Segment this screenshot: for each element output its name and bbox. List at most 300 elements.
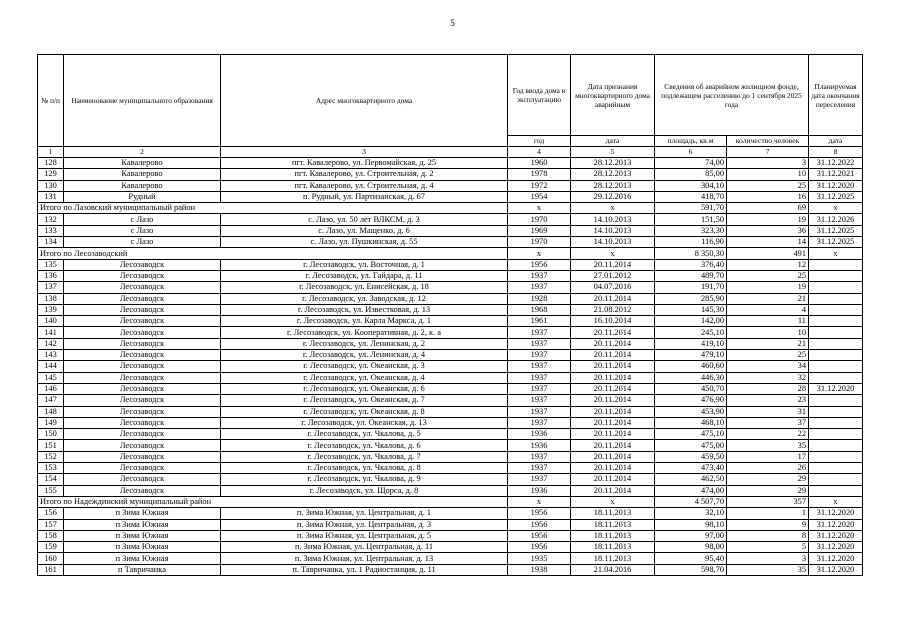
- year-cell: 1937: [508, 372, 571, 383]
- date-cell: 21.04.2016: [571, 564, 655, 575]
- date-cell: 20.11.2014: [571, 361, 655, 372]
- table-row: [38, 350, 863, 361]
- table-row: [38, 225, 863, 236]
- address-cell: пгт. Кавалерово, ул. Строительная, д. 2: [221, 169, 508, 180]
- unit-area: площадь, кв.м: [655, 136, 727, 147]
- date-cell: 20.11.2014: [571, 406, 655, 417]
- area-cell: 151,50: [655, 214, 727, 225]
- date-cell: 20.11.2014: [571, 350, 655, 361]
- header-municipality: Наименование муниципального образования: [64, 55, 221, 147]
- people-cell: 3: [727, 158, 809, 169]
- end-date-cell: 31.12.2025: [809, 237, 863, 248]
- table-row: [38, 338, 863, 349]
- row-number-cell: 160: [38, 553, 64, 564]
- table-row: [38, 451, 863, 462]
- people-cell: 19: [727, 214, 809, 225]
- people-cell: 3: [727, 553, 809, 564]
- table-row: [38, 406, 863, 417]
- row-number-cell: 131: [38, 191, 64, 202]
- address-cell: п. Зима Южная, ул. Центральная, д. 11: [221, 542, 508, 553]
- table-row: [38, 214, 863, 225]
- area-cell: 191,70: [655, 282, 727, 293]
- resettlement-table: [37, 54, 863, 576]
- end-date-cell: 31.12.2020: [809, 564, 863, 575]
- area-cell: 418,70: [655, 191, 727, 202]
- end-date-cell: [809, 417, 863, 428]
- year-cell: 1961: [508, 316, 571, 327]
- date-cell: 20.11.2014: [571, 485, 655, 496]
- table-row: [38, 508, 863, 519]
- row-number-cell: 133: [38, 225, 64, 236]
- end-date-cell: [809, 395, 863, 406]
- table-row: [38, 180, 863, 191]
- end-date-cell: x: [809, 496, 863, 507]
- date-cell: 20.11.2014: [571, 338, 655, 349]
- area-cell: 475,00: [655, 440, 727, 451]
- date-cell: 20.11.2014: [571, 417, 655, 428]
- year-cell: 1937: [508, 451, 571, 462]
- col-number: 3: [221, 147, 508, 158]
- end-date-cell: [809, 361, 863, 372]
- header-year: Год ввода дома в эксплуатацию: [508, 55, 571, 136]
- year-cell: 1937: [508, 417, 571, 428]
- municipality-cell: Лесозаводск: [64, 474, 221, 485]
- row-number-cell: 148: [38, 406, 64, 417]
- row-number-cell: 155: [38, 485, 64, 496]
- date-cell: 28.12.2013: [571, 180, 655, 191]
- row-number-cell: 142: [38, 338, 64, 349]
- area-cell: 145,30: [655, 304, 727, 315]
- area-cell: 446,30: [655, 372, 727, 383]
- people-cell: 35: [727, 440, 809, 451]
- total-label: Итого по Лазовский муниципальный район: [38, 203, 508, 214]
- address-cell: п. Зима Южная, ул. Центральная, д. 5: [221, 530, 508, 541]
- end-date-cell: 31.12.2025: [809, 225, 863, 236]
- end-date-cell: [809, 372, 863, 383]
- table-row: [38, 158, 863, 169]
- table-row: [38, 429, 863, 440]
- people-cell: 19: [727, 282, 809, 293]
- address-cell: г. Лесозаводск, ул. Заводская, д. 12: [221, 293, 508, 304]
- area-cell: 85,00: [655, 169, 727, 180]
- row-number-cell: 144: [38, 361, 64, 372]
- people-cell: 8: [727, 530, 809, 541]
- municipality-cell: Лесозаводск: [64, 440, 221, 451]
- year-cell: 1956: [508, 519, 571, 530]
- area-cell: 453,90: [655, 406, 727, 417]
- table-row: [38, 361, 863, 372]
- row-number-cell: 145: [38, 372, 64, 383]
- date-cell: 27.01.2012: [571, 270, 655, 281]
- municipality-cell: Лесозаводск: [64, 463, 221, 474]
- date-cell: 20.11.2014: [571, 372, 655, 383]
- area-cell: 97,00: [655, 530, 727, 541]
- date-cell: 20.11.2014: [571, 383, 655, 394]
- municipality-cell: п Зима Южная: [64, 553, 221, 564]
- date-cell: x: [571, 248, 655, 259]
- end-date-cell: [809, 282, 863, 293]
- table-row: [38, 440, 863, 451]
- row-number-cell: 158: [38, 530, 64, 541]
- unit-date: дата: [571, 136, 655, 147]
- table-row: [38, 553, 863, 564]
- area-cell: 450,70: [655, 383, 727, 394]
- year-cell: 1938: [508, 564, 571, 575]
- address-cell: г. Лесозаводск, ул. Океанская, д. 6: [221, 383, 508, 394]
- municipality-cell: Лесозаводск: [64, 350, 221, 361]
- address-cell: г. Лесозаводск, ул. Океанская, д. 7: [221, 395, 508, 406]
- row-number-cell: 128: [38, 158, 64, 169]
- municipality-cell: Кавалерово: [64, 169, 221, 180]
- people-cell: 357: [727, 496, 809, 507]
- table-row: [38, 191, 863, 202]
- area-cell: 142,00: [655, 316, 727, 327]
- year-cell: 1936: [508, 429, 571, 440]
- area-cell: 285,90: [655, 293, 727, 304]
- end-date-cell: x: [809, 203, 863, 214]
- area-cell: 489,70: [655, 270, 727, 281]
- municipality-cell: Лесозаводск: [64, 338, 221, 349]
- area-cell: 32,10: [655, 508, 727, 519]
- area-cell: 8 350,30: [655, 248, 727, 259]
- area-cell: 473,40: [655, 463, 727, 474]
- year-cell: 1937: [508, 474, 571, 485]
- date-cell: 29.12.2016: [571, 191, 655, 202]
- date-cell: 18.11.2013: [571, 508, 655, 519]
- end-date-cell: 31.12.2020: [809, 530, 863, 541]
- date-cell: 04.07.2016: [571, 282, 655, 293]
- address-cell: п. Зима Южная, ул. Центральная, д. 1: [221, 508, 508, 519]
- col-number: 8: [809, 147, 863, 158]
- year-cell: 1937: [508, 350, 571, 361]
- address-cell: п. Зима Южная, ул. Центральная, д. 3: [221, 519, 508, 530]
- address-cell: г. Лесозаводск, ул. Чкалова, д. 6: [221, 440, 508, 451]
- row-number-cell: 146: [38, 383, 64, 394]
- end-date-cell: 31.12.2020: [809, 519, 863, 530]
- date-cell: 14.10.2013: [571, 214, 655, 225]
- area-cell: 468,10: [655, 417, 727, 428]
- address-cell: пгт. Кавалерово, ул. Первомайская, д. 25: [221, 158, 508, 169]
- table-row: [38, 270, 863, 281]
- municipality-cell: п Тавричанка: [64, 564, 221, 575]
- municipality-cell: Лесозаводск: [64, 282, 221, 293]
- row-number-cell: 137: [38, 282, 64, 293]
- end-date-cell: [809, 338, 863, 349]
- table-row: [38, 282, 863, 293]
- end-date-cell: 31.12.2026: [809, 214, 863, 225]
- people-cell: 25: [727, 350, 809, 361]
- year-cell: 1972: [508, 180, 571, 191]
- row-number-cell: 138: [38, 293, 64, 304]
- end-date-cell: [809, 293, 863, 304]
- col-number: 2: [64, 147, 221, 158]
- row-number-cell: 136: [38, 270, 64, 281]
- year-cell: 1960: [508, 158, 571, 169]
- year-cell: 1937: [508, 282, 571, 293]
- year-cell: 1937: [508, 383, 571, 394]
- address-cell: г. Лесозаводск, ул. Чкалова, д. 7: [221, 451, 508, 462]
- table-row: [38, 237, 863, 248]
- address-cell: п. Рудный, ул. Партизанская, д. 67: [221, 191, 508, 202]
- address-cell: г. Лесозаводск, ул. Океанская, д. 4: [221, 372, 508, 383]
- area-cell: 462,50: [655, 474, 727, 485]
- row-number-cell: 151: [38, 440, 64, 451]
- municipality-cell: Лесозаводск: [64, 327, 221, 338]
- people-cell: 25: [727, 180, 809, 191]
- year-cell: 1970: [508, 214, 571, 225]
- date-cell: x: [571, 496, 655, 507]
- date-cell: x: [571, 203, 655, 214]
- people-cell: 32: [727, 372, 809, 383]
- year-cell: 1937: [508, 338, 571, 349]
- people-cell: 34: [727, 361, 809, 372]
- date-cell: 18.11.2013: [571, 553, 655, 564]
- area-cell: 475,10: [655, 429, 727, 440]
- municipality-cell: Лесозаводск: [64, 417, 221, 428]
- people-cell: 12: [727, 259, 809, 270]
- year-cell: 1937: [508, 395, 571, 406]
- end-date-cell: [809, 406, 863, 417]
- municipality-cell: Лесозаводск: [64, 485, 221, 496]
- address-cell: г. Лесозаводск, ул. Ленинская, д. 4: [221, 350, 508, 361]
- unit-end-date: дата: [809, 136, 863, 147]
- total-label: Итого по Лесозаводский: [38, 248, 508, 259]
- people-cell: 26: [727, 463, 809, 474]
- date-cell: 20.11.2014: [571, 474, 655, 485]
- date-cell: 14.10.2013: [571, 237, 655, 248]
- date-cell: 18.11.2013: [571, 542, 655, 553]
- address-cell: г. Лесозаводск, ул. Щорса, д. 8: [221, 485, 508, 496]
- year-cell: 1937: [508, 406, 571, 417]
- row-number-cell: 159: [38, 542, 64, 553]
- row-number-cell: 129: [38, 169, 64, 180]
- date-cell: 21.08.2012: [571, 304, 655, 315]
- table-row: [38, 530, 863, 541]
- date-cell: 18.11.2013: [571, 519, 655, 530]
- people-cell: 10: [727, 327, 809, 338]
- unit-year: год: [508, 136, 571, 147]
- page-number: 5: [450, 18, 455, 28]
- address-cell: г. Лесозаводск, ул. Чкалова, д. 9: [221, 474, 508, 485]
- municipality-cell: Лесозаводск: [64, 451, 221, 462]
- address-cell: с. Лазо, ул. Пушкинская, д. 55: [221, 237, 508, 248]
- people-cell: 16: [727, 191, 809, 202]
- people-cell: 17: [727, 451, 809, 462]
- municipality-cell: с Лазо: [64, 214, 221, 225]
- row-number-cell: 143: [38, 350, 64, 361]
- table-row: [38, 485, 863, 496]
- address-cell: г. Лесозаводск, ул. Восточная, д. 1: [221, 259, 508, 270]
- unit-people: количество человек: [727, 136, 809, 147]
- date-cell: 28.12.2013: [571, 158, 655, 169]
- end-date-cell: [809, 304, 863, 315]
- address-cell: г. Лесозаводск, ул. Океанская, д. 13: [221, 417, 508, 428]
- area-cell: 245,10: [655, 327, 727, 338]
- area-cell: 474,00: [655, 485, 727, 496]
- people-cell: 10: [727, 169, 809, 180]
- address-cell: г. Лесозаводск, ул. Гайдара, д. 11: [221, 270, 508, 281]
- year-cell: 1936: [508, 440, 571, 451]
- address-cell: г. Лесозаводск, ул. Енисейская, д. 18: [221, 282, 508, 293]
- row-number-cell: 147: [38, 395, 64, 406]
- municipality-cell: п Зима Южная: [64, 519, 221, 530]
- end-date-cell: [809, 485, 863, 496]
- year-cell: 1970: [508, 237, 571, 248]
- municipality-cell: Лесозаводск: [64, 304, 221, 315]
- municipality-cell: с Лазо: [64, 225, 221, 236]
- municipality-cell: Лесозаводск: [64, 395, 221, 406]
- header-address: Адрес многоквартирного дома: [221, 55, 508, 147]
- year-cell: 1956: [508, 259, 571, 270]
- table-row: [38, 259, 863, 270]
- year-cell: 1968: [508, 304, 571, 315]
- date-cell: 18.11.2013: [571, 530, 655, 541]
- end-date-cell: [809, 451, 863, 462]
- header-housing-info: Сведения об аварийном жилищном фонде, подлежащем расселению до 1 сентября 2025 года: [655, 55, 809, 136]
- address-cell: г. Лесозаводск, ул. Океанская, д. 3: [221, 361, 508, 372]
- address-cell: пгт. Кавалерово, ул. Строительная, д. 4: [221, 180, 508, 191]
- area-cell: 459,50: [655, 451, 727, 462]
- municipality-cell: Кавалерово: [64, 158, 221, 169]
- people-cell: 21: [727, 293, 809, 304]
- address-cell: п. Зима Южная, ул. Центральная, д. 13: [221, 553, 508, 564]
- table-body: [38, 158, 863, 576]
- people-cell: 37: [727, 417, 809, 428]
- people-cell: 14: [727, 237, 809, 248]
- end-date-cell: [809, 429, 863, 440]
- area-cell: 95,40: [655, 553, 727, 564]
- municipality-cell: п Зима Южная: [64, 530, 221, 541]
- table-row: [38, 372, 863, 383]
- area-cell: 479,10: [655, 350, 727, 361]
- address-cell: г. Лесозаводск, ул. Чкалова, д. 8: [221, 463, 508, 474]
- end-date-cell: x: [809, 248, 863, 259]
- area-cell: 591,70: [655, 203, 727, 214]
- row-number-cell: 132: [38, 214, 64, 225]
- date-cell: 20.11.2014: [571, 293, 655, 304]
- area-cell: 116,90: [655, 237, 727, 248]
- table-row: [38, 169, 863, 180]
- people-cell: 25: [727, 270, 809, 281]
- end-date-cell: 31.12.2025: [809, 191, 863, 202]
- end-date-cell: 31.12.2020: [809, 508, 863, 519]
- col-number: 5: [571, 147, 655, 158]
- year-cell: 1935: [508, 553, 571, 564]
- year-cell: 1956: [508, 508, 571, 519]
- total-row: [38, 496, 863, 507]
- people-cell: 29: [727, 474, 809, 485]
- year-cell: x: [508, 248, 571, 259]
- area-cell: 74,00: [655, 158, 727, 169]
- year-cell: 1928: [508, 293, 571, 304]
- row-number-cell: 135: [38, 259, 64, 270]
- table-row: [38, 383, 863, 394]
- municipality-cell: Лесозаводск: [64, 316, 221, 327]
- municipality-cell: Лесозаводск: [64, 270, 221, 281]
- municipality-cell: Рудный: [64, 191, 221, 202]
- row-number-cell: 140: [38, 316, 64, 327]
- people-cell: 1: [727, 508, 809, 519]
- col-number: 6: [655, 147, 727, 158]
- municipality-cell: Лесозаводск: [64, 429, 221, 440]
- end-date-cell: [809, 327, 863, 338]
- address-cell: г. Лесозаводск, ул. Кооперативная, д. 2, к. а: [221, 327, 508, 338]
- end-date-cell: [809, 270, 863, 281]
- people-cell: 28: [727, 383, 809, 394]
- date-cell: 20.11.2014: [571, 451, 655, 462]
- people-cell: 5: [727, 542, 809, 553]
- end-date-cell: 31.12.2020: [809, 542, 863, 553]
- municipality-cell: Лесозаводск: [64, 361, 221, 372]
- col-number: 1: [38, 147, 64, 158]
- col-number: 4: [508, 147, 571, 158]
- area-cell: 98,00: [655, 542, 727, 553]
- municipality-cell: Лесозаводск: [64, 372, 221, 383]
- table-row: [38, 316, 863, 327]
- people-cell: 22: [727, 429, 809, 440]
- row-number-cell: 157: [38, 519, 64, 530]
- row-number-cell: 150: [38, 429, 64, 440]
- area-cell: 376,40: [655, 259, 727, 270]
- end-date-cell: [809, 350, 863, 361]
- people-cell: 31: [727, 406, 809, 417]
- area-cell: 98,10: [655, 519, 727, 530]
- municipality-cell: с Лазо: [64, 237, 221, 248]
- area-cell: 323,30: [655, 225, 727, 236]
- year-cell: 1937: [508, 463, 571, 474]
- table-row: [38, 463, 863, 474]
- end-date-cell: [809, 259, 863, 270]
- date-cell: 28.12.2013: [571, 169, 655, 180]
- table-row: [38, 564, 863, 575]
- area-cell: 4 507,70: [655, 496, 727, 507]
- row-number-cell: 141: [38, 327, 64, 338]
- year-cell: 1937: [508, 327, 571, 338]
- date-cell: 20.11.2014: [571, 429, 655, 440]
- date-cell: 20.11.2014: [571, 395, 655, 406]
- row-number-cell: 152: [38, 451, 64, 462]
- address-cell: г. Лесозаводск, ул. Ленинская, д. 2: [221, 338, 508, 349]
- table-row: [38, 542, 863, 553]
- row-number-cell: 130: [38, 180, 64, 191]
- date-cell: 20.11.2014: [571, 440, 655, 451]
- people-cell: 29: [727, 485, 809, 496]
- address-cell: п. Тавричанка, ул. 1 Радиостанция, д. 11: [221, 564, 508, 575]
- address-cell: г. Лесозаводск, ул. Известковая, д. 13: [221, 304, 508, 315]
- end-date-cell: 31.12.2020: [809, 383, 863, 394]
- area-cell: 476,90: [655, 395, 727, 406]
- end-date-cell: [809, 463, 863, 474]
- row-number-cell: 156: [38, 508, 64, 519]
- address-cell: с. Лазо, ул. Мащенко, д. 6: [221, 225, 508, 236]
- end-date-cell: 31.12.2022: [809, 158, 863, 169]
- row-number-cell: 153: [38, 463, 64, 474]
- municipality-cell: Лесозаводск: [64, 406, 221, 417]
- header-emergency-date: Дата признания многоквартирного дома аварийным: [571, 55, 655, 136]
- address-cell: г. Лесозаводск, ул. Океанская, д. 8: [221, 406, 508, 417]
- address-cell: г. Лесозаводск, ул. Карла Маркса, д. 1: [221, 316, 508, 327]
- municipality-cell: Лесозаводск: [64, 259, 221, 270]
- municipality-cell: Лесозаводск: [64, 293, 221, 304]
- total-row: [38, 248, 863, 259]
- area-cell: 419,10: [655, 338, 727, 349]
- row-number-cell: 161: [38, 564, 64, 575]
- total-row: [38, 203, 863, 214]
- people-cell: 11: [727, 316, 809, 327]
- address-cell: г. Лесозаводск, ул. Чкалова, д. 5: [221, 429, 508, 440]
- year-cell: 1969: [508, 225, 571, 236]
- people-cell: 35: [727, 564, 809, 575]
